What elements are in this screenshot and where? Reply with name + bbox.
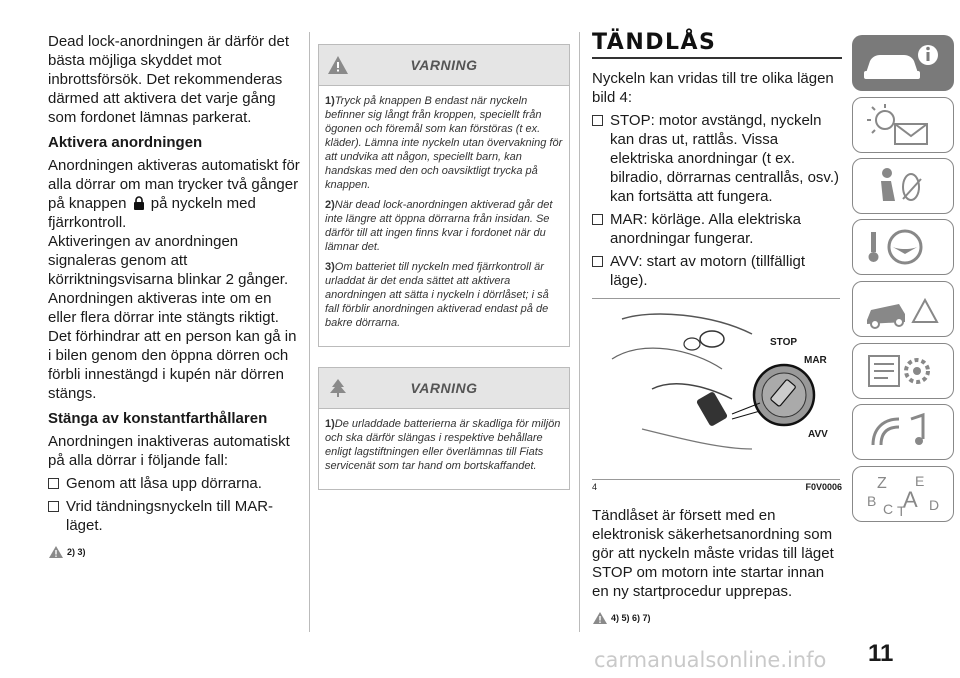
breakdown-icon — [853, 282, 952, 335]
checkbox-bullet-icon — [48, 478, 59, 489]
checkbox-bullet-icon — [592, 256, 603, 267]
heading-activate: Aktivera anordningen — [48, 134, 203, 151]
warning-item: 1)Tryck på knappen B endast när nyckeln befinner sig långt från kroppen, speciellt från ögonen och föremål som kan förstöras (t ex. kläder). Lämna inte nyckeln utan övervakning för att undvika att någon, speciellt barn, kan handskas med den och oavsiktligt trycka på knappen. — [325, 95, 563, 191]
figure-label-stop: STOP — [770, 337, 798, 348]
paragraph: Anordningen aktiveras inte om en eller flera dörrar inte stängts riktigt. Det förhindrar att en person kan gå in i bilen genom den öppna dörren och förbli innestängd i kupén när dörren stängs. — [48, 290, 297, 402]
checkbox-bullet-icon — [48, 501, 59, 512]
tab-steering[interactable] — [852, 219, 954, 275]
tab-seat-airbag[interactable] — [852, 158, 954, 214]
warning-reference: 4) 5) 6) 7) — [592, 611, 842, 625]
warning-item: 1)De urladdade batterierna är skadliga för miljön och ska därför slängas i respektive behållare enligt lagstiftningen eller överlämnas till Fiats servicenät som tar hand om bortskaffandet. — [325, 418, 561, 472]
warning-item: 2)När dead lock-anordningen aktiverad går det inte längre att öppna dörrarna från insidan. Se därför till att ingen finns kvar i fordonet när du lämnar det. — [325, 199, 553, 253]
index-letter: T — [897, 503, 906, 519]
index-letter: Z — [877, 475, 887, 492]
column-3 — [592, 30, 842, 625]
paragraph: Nyckeln kan vridas till tre olika lägen bild 4: — [592, 70, 834, 106]
warning-triangle-icon — [592, 611, 608, 625]
section-title: TÄNDLÅS — [592, 30, 842, 59]
tab-car-info[interactable] — [852, 35, 954, 91]
paragraph: Tändlåset är försett med en elektronisk säkerhetsanordning som gör att nyckeln måste vridas till läget STOP om motorn inte startar innan en ny startprocedur upprepas. — [592, 507, 834, 600]
figure-code: F0V0006 — [805, 482, 842, 492]
warning-body — [319, 409, 569, 489]
warning-triangle-icon — [48, 545, 64, 559]
warning-item: 3)Om batteriet till nyckeln med fjärrkontroll är urladdat är det enda sättet att aktivera anordningen att sätta i nyckeln i dörrlåset; i så fall förblir anordningen aktiverad endast på de bakre dörrarna. — [325, 261, 549, 329]
checkbox-bullet-icon — [592, 115, 603, 126]
list-item: MAR: körläge. Alla elektriska anordningar fungerar. — [592, 210, 842, 248]
car-info-icon — [852, 35, 954, 91]
figure-label-avv: AVV — [808, 429, 828, 440]
tab-warning-lights[interactable] — [852, 97, 954, 153]
tab-multimedia[interactable] — [852, 404, 954, 460]
index-letter: A — [903, 487, 918, 512]
figure-number: 4 — [592, 482, 598, 492]
index-letter: E — [915, 473, 925, 489]
paragraph: Anordningen aktiveras automatiskt för alla dörrar om man trycker två gånger på knappen på nyckeln med fjärrkontroll. — [48, 157, 300, 231]
maintenance-icon — [853, 344, 952, 397]
list-item: AVV: start av motorn (tillfälligt läge). — [592, 252, 842, 290]
figure-label-mar: MAR — [804, 355, 827, 366]
list-item: Vrid tändningsnyckeln till MAR-läget. — [48, 497, 300, 535]
multimedia-icon — [853, 405, 952, 458]
tree-icon — [327, 378, 349, 398]
column-2 — [318, 44, 570, 490]
list-item: STOP: motor avstängd, nyckeln kan dras ut, rattlås. Vissa elektriska anordningar (t ex. bilradio, dörrarnas centrallås, osv.) kan fortsätta att fungera. — [592, 111, 842, 206]
index-letter: C — [883, 501, 894, 517]
figure-caption — [592, 482, 842, 492]
watermark: carmanualsonline.info — [594, 648, 827, 672]
lock-icon — [133, 196, 145, 210]
paragraph: Anordningen inaktiveras automatiskt på alla dörrar i följande fall: — [48, 433, 290, 469]
warning-body — [319, 86, 569, 346]
paragraph: Aktiveringen av anordningen signaleras genom att körriktningsvisarna blinkar 2 gånger. — [48, 233, 289, 288]
ignition-illustration — [592, 299, 840, 479]
index-letter: D — [929, 497, 940, 513]
paragraph: Dead lock-anordningen är därför det bästa möjliga skyddet mot inbrottsförsök. Det rekommenderas därmed att aktivera det varje gång som fordonet lämnas parkerat. — [48, 33, 289, 126]
warning-triangle-icon — [327, 55, 349, 75]
steering-icon — [853, 220, 952, 273]
tab-maintenance[interactable] — [852, 343, 954, 399]
column-divider — [309, 32, 310, 632]
warning-lights-icon — [853, 98, 952, 151]
ignition-figure — [592, 298, 840, 480]
checkbox-bullet-icon — [592, 214, 603, 225]
warning-header: VARNING — [319, 45, 569, 86]
column-divider — [579, 32, 580, 632]
warning-header: VARNING — [319, 368, 569, 409]
column-1 — [48, 32, 300, 559]
warning-reference: 2) 3) — [48, 545, 300, 559]
warning-box — [318, 44, 570, 347]
index-letter: B — [867, 493, 877, 509]
tab-breakdown[interactable] — [852, 281, 954, 337]
list-item: Genom att låsa upp dörrarna. — [48, 474, 300, 493]
tab-index[interactable] — [852, 466, 954, 522]
page-number: 11 — [868, 640, 894, 667]
seat-airbag-icon — [853, 159, 952, 212]
heading-deactivate: Stänga av konstantfarthållaren — [48, 410, 268, 427]
warning-box-environment — [318, 367, 570, 490]
